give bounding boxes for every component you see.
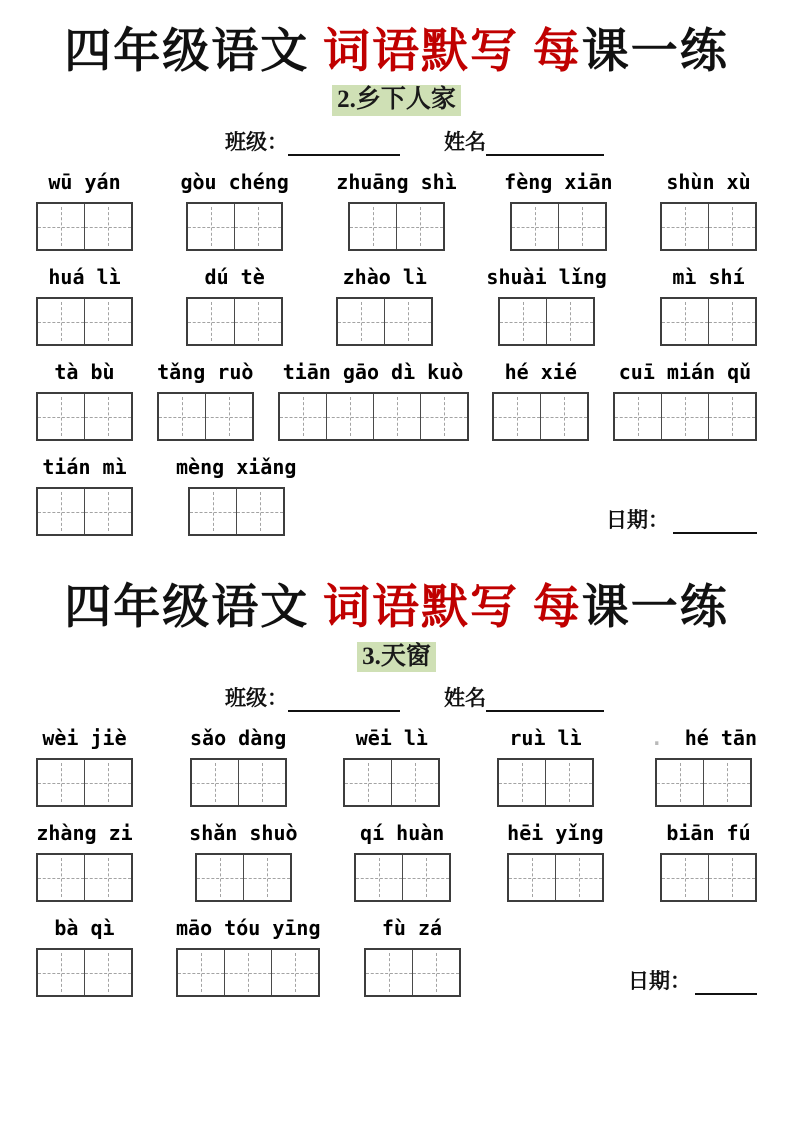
grid-cell [512,204,559,249]
grid-cell [345,760,392,805]
word-row [34,820,759,902]
word-row [34,359,759,441]
word-group [36,169,133,251]
word-group [36,359,133,441]
grid-cell [206,394,252,439]
word-group [189,820,297,902]
title-part: 四年级语文 [64,26,323,78]
word-group [364,915,461,997]
grid-cell [338,299,385,344]
date-label: 日期： [606,508,669,533]
grid-cell [192,760,239,805]
grid-cell [662,394,709,439]
grid-cell [85,950,131,995]
pinyin-label: shǎn shuò [189,821,298,846]
grid-cell [190,489,237,534]
writing-grid [36,297,133,346]
writing-grid [348,202,445,251]
lesson-subtitle: 3.天窗 [357,642,436,673]
word-row [34,915,759,997]
writing-grid [497,758,594,807]
stray-dot: . [650,726,663,751]
writing-grid [176,948,320,997]
word-rows [34,725,759,997]
writing-grid [186,202,283,251]
grid-cell [225,950,272,995]
grid-cell [499,760,546,805]
pinyin-label: wēi lì [355,726,428,751]
writing-grid [195,853,292,902]
class-label: 班级： [225,130,288,155]
word-group [36,454,133,536]
word-group [278,359,469,441]
word-group [660,169,757,251]
grid-cell [237,489,283,534]
grid-cell [280,394,327,439]
word-row [34,169,759,251]
word-group [336,169,456,251]
writing-grid [343,758,440,807]
pinyin-label: wèi jiè [42,726,127,751]
title-part: 课一练 [581,582,729,635]
word-group [507,820,604,902]
pinyin-label: sǎo dàng [190,726,287,751]
writing-grid [188,487,285,536]
word-group [36,725,133,807]
writing-grid [660,853,757,902]
grid-cell [509,855,556,900]
writing-grid [336,297,433,346]
grid-cell [403,855,449,900]
writing-grid [36,202,133,251]
writing-grid [660,202,757,251]
grid-cell [350,204,397,249]
pinyin-label: bà qì [54,916,115,941]
pinyin-label: ruì lì [509,726,582,751]
pinyin-label: mèng xiǎng [176,455,297,480]
word-group [660,264,757,346]
grid-cell [239,760,285,805]
subtitle-wrap [34,85,759,116]
word-group [36,820,133,902]
pinyin-label: hēi yǐng [507,821,604,846]
writing-grid [36,392,133,441]
meta-line [52,682,777,712]
pinyin-label: fù zá [381,916,443,941]
grid-cell [38,489,85,534]
writing-grid [36,853,133,902]
grid-cell [244,855,290,900]
grid-cell [159,394,206,439]
pinyin-label: cuī mián qǔ [618,360,752,385]
writing-grid [36,487,133,536]
pinyin-label: dú tè [204,265,265,290]
writing-grid [492,392,589,441]
writing-grid [655,758,752,807]
grid-cell [188,299,235,344]
grid-cell [85,760,131,805]
grid-cell [85,489,131,534]
grid-cell [397,204,443,249]
pinyin-label: qí huàn [360,821,445,846]
title-part: 课一练 [581,26,729,78]
grid-cell [178,950,225,995]
writing-grid [190,758,287,807]
pinyin-label: tiān gāo dì kuò [282,360,464,385]
title-part: 每 [519,582,582,635]
grid-cell [85,204,131,249]
worksheet-section-lesson-2 [0,24,793,536]
word-group [492,359,589,441]
grid-cell [615,394,662,439]
pinyin-label: zhào lì [342,265,427,290]
word-group [660,820,757,902]
grid-cell [662,299,709,344]
pinyin-label: tián mì [42,455,127,480]
grid-cell [85,394,131,439]
grid-cell [709,394,755,439]
pinyin-label: zhàng zi [36,821,133,846]
writing-grid [354,853,451,902]
grid-cell [556,855,602,900]
name-blank-line [486,688,604,712]
word-row [34,264,759,346]
word-group [36,264,133,346]
writing-grid [278,392,469,441]
grid-cell [500,299,547,344]
date-blank-line [695,971,757,995]
word-group [176,454,296,536]
grid-cell [709,204,755,249]
grid-cell [547,299,593,344]
grid-cell [709,299,755,344]
title-part: 词语默写 [323,582,519,635]
pinyin-label: wū yán [48,170,121,195]
date-label: 日期： [628,969,691,994]
pinyin-label: mì shí [672,265,745,290]
pinyin-label: tǎng ruò [157,360,254,385]
word-group [504,169,612,251]
grid-cell [709,855,755,900]
writing-grid [36,758,133,807]
grid-cell [494,394,541,439]
grid-cell [421,394,467,439]
date-line [628,965,757,995]
grid-cell [85,855,131,900]
word-group [613,359,757,441]
word-group [354,820,451,902]
grid-cell [392,760,438,805]
grid-cell [327,394,374,439]
title-part: 词语默写 [323,26,519,78]
grid-cell [188,204,235,249]
pinyin-label: huá lì [48,265,121,290]
pinyin-label: hé xié [504,360,577,385]
title-part: 四年级语文 [64,582,323,635]
word-group [486,264,606,346]
title-part: 每 [519,26,582,78]
grid-cell [38,204,85,249]
date-line [606,504,757,534]
pinyin-label: shùn xù [666,170,751,195]
grid-cell [657,760,704,805]
writing-grid [507,853,604,902]
name-label: 姓名 [444,686,486,711]
word-group [651,725,757,807]
grid-cell [85,299,131,344]
page-title [34,580,759,636]
pinyin-label: zhuāng shì [336,170,457,195]
date-blank-line [673,510,757,534]
lesson-subtitle: 2.乡下人家 [332,85,461,116]
pinyin-label: gòu chéng [180,170,289,195]
grid-cell [385,299,431,344]
subtitle-wrap [34,642,759,673]
pinyin-label: māo tóu yīng [176,916,321,941]
word-group [157,359,254,441]
grid-cell [197,855,244,900]
word-group [176,915,321,997]
grid-cell [38,760,85,805]
grid-cell [235,299,281,344]
pinyin-label: shuài lǐng [486,265,607,290]
word-group [343,725,440,807]
name-blank-line [486,132,604,156]
writing-grid [660,297,757,346]
word-group [180,169,288,251]
name-label: 姓名 [444,130,486,155]
grid-cell [541,394,587,439]
worksheet-section-lesson-3 [0,580,793,997]
grid-cell [374,394,421,439]
writing-grid [364,948,461,997]
word-group [190,725,287,807]
pinyin-label: . hé tān [650,726,757,751]
word-rows [34,169,759,536]
word-group [336,264,433,346]
grid-cell [366,950,413,995]
grid-cell [38,299,85,344]
grid-cell [356,855,403,900]
pinyin-label: biān fú [666,821,751,846]
page-title [34,24,759,80]
word-group [36,915,133,997]
writing-grid [186,297,283,346]
grid-cell [235,204,281,249]
meta-line [52,126,777,156]
grid-cell [38,855,85,900]
grid-cell [38,950,85,995]
writing-grid [157,392,254,441]
class-label: 班级： [225,686,288,711]
class-blank-line [288,132,400,156]
writing-grid [613,392,757,441]
writing-grid [36,948,133,997]
grid-cell [704,760,750,805]
grid-cell [559,204,605,249]
grid-cell [662,204,709,249]
word-group [497,725,594,807]
grid-cell [272,950,318,995]
pinyin-label: fèng xiān [504,170,613,195]
pinyin-label: tà bù [54,360,115,385]
word-group [186,264,283,346]
grid-cell [662,855,709,900]
word-row [34,725,759,807]
grid-cell [38,394,85,439]
grid-cell [413,950,459,995]
grid-cell [546,760,592,805]
writing-grid [498,297,595,346]
class-blank-line [288,688,400,712]
writing-grid [510,202,607,251]
word-row [34,454,759,536]
